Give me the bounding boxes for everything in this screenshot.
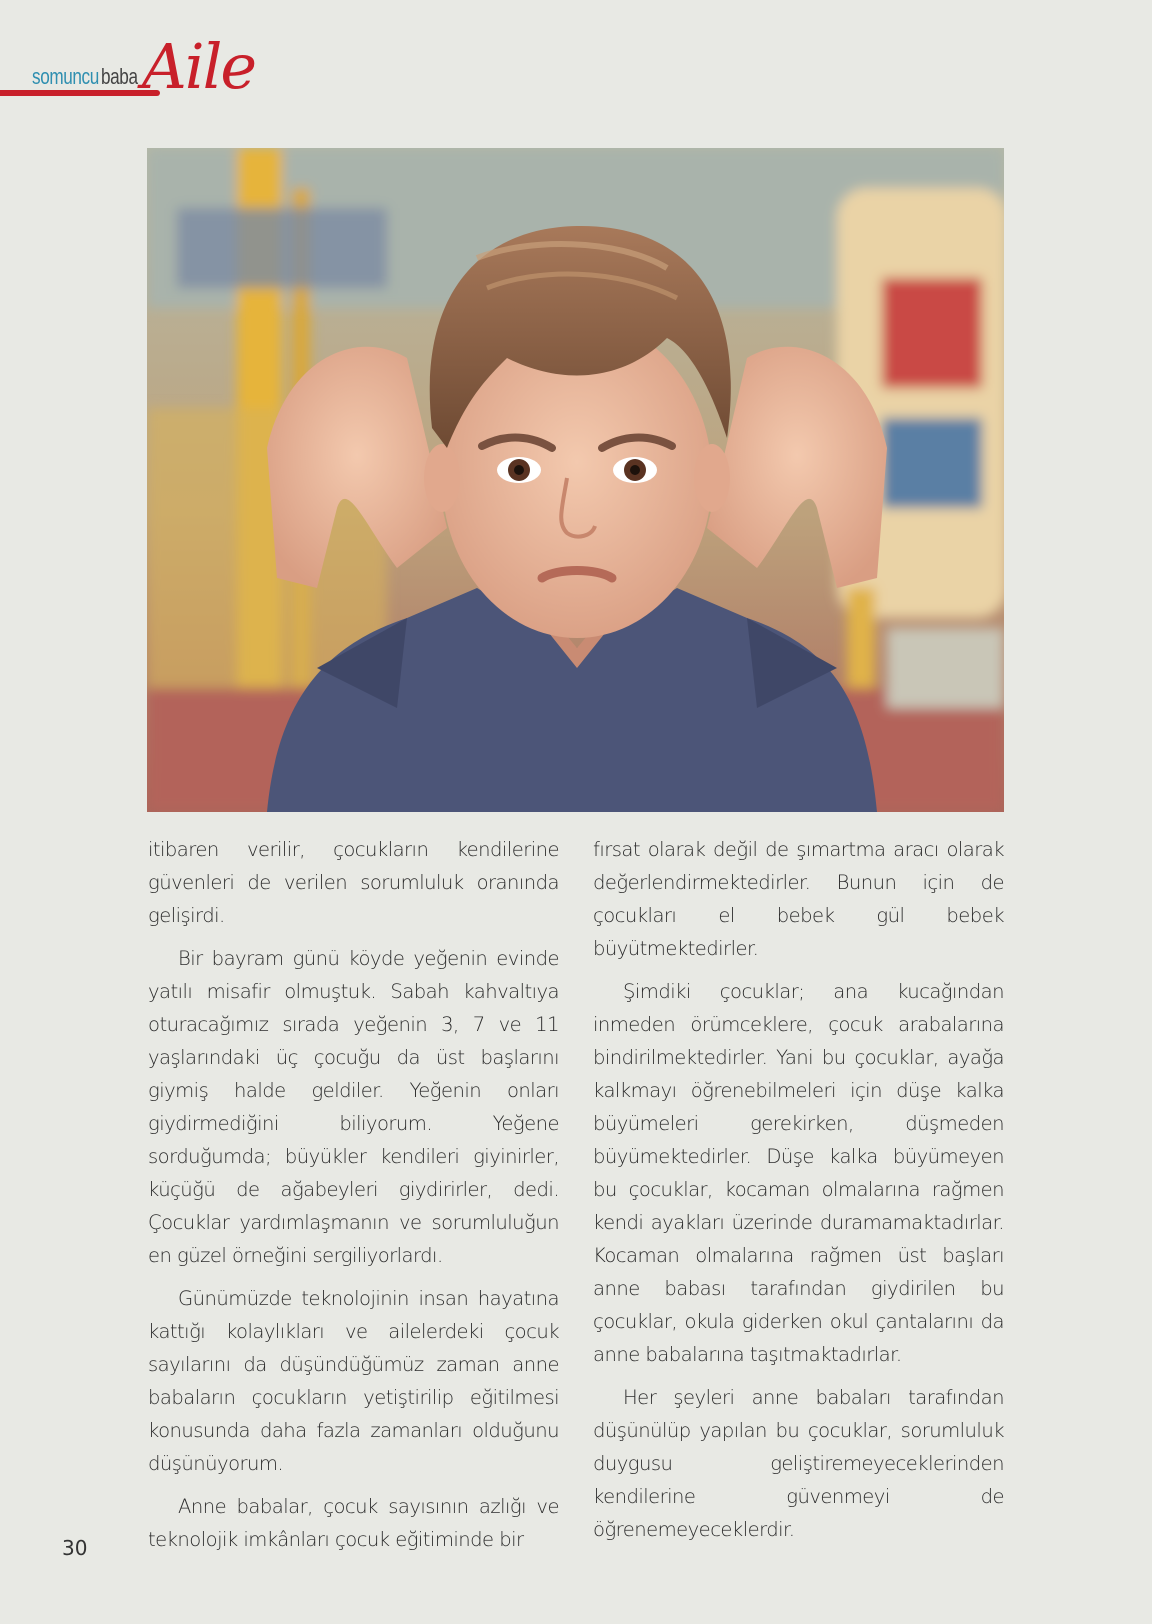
right-paragraph-2: Şimdiki çocuklar; ana kucağından inmeden örümceklere, çocuk arabalarına bindirilmektedirler. Yani bu çocuklar, ayağa kalkmayı öğrenebilmeleri için düşe kalka büyümeleri gerekirken, düşmeden büyümektedirler. Düşe kalka büyümeyen bu çocuklar, kocaman olmalarına rağmen kendi ayakları üzerinde duramamaktadırlar. Kocaman olmalarına rağmen üst başları anne babası tarafından giydirilen bu çocuklar, okula giderken okul çantalarını da anne babalarına taşıtmaktadırlar.	[593, 980, 1004, 1366]
left-text-column	[148, 833, 559, 1566]
left-paragraph-1: itibaren verilir, çocukların kendilerine güvenleri de verilen sorumluluk oranında gelişirdi.	[148, 838, 559, 927]
boy-frowning-icon	[147, 148, 1004, 812]
left-paragraph-3: Günümüzde teknolojinin insan hayatına kattığı kolaylıkları ve ailelerdeki çocuk sayılarını da düşündüğümüz zaman anne babaların çocukların yetiştirilip eğitilmesi konusunda daha fazla zamanları olduğunu düşünüyorum.	[148, 1287, 559, 1475]
right-paragraph-3: Her şeyleri anne babaları tarafından düşünülüp yapılan bu çocuklar, sorumluluk duygusu geliştiremeyeceklerinden kendilerine güvenmeyi de öğrenemeyeceklerdir.	[593, 1386, 1004, 1541]
header-red-rule	[0, 90, 160, 96]
brand-somuncu: somuncu	[32, 64, 99, 89]
right-text-column	[593, 833, 1004, 1556]
right-paragraph-1: fırsat olarak değil de şımartma aracı olarak değerlendirmektedirler. Bunun için de çocukları el bebek gül bebek büyütmektedirler.	[593, 838, 1004, 960]
article-photo	[147, 148, 1004, 812]
page-number: 30	[62, 1536, 88, 1560]
left-paragraph-2: Bir bayram günü köyde yeğenin evinde yatılı misafir olmuştuk. Sabah kahvaltıya oturacağımız sırada yeğenin 3, 7 ve 11 yaşlarındaki üç çocuğu da üst başlarını giymiş halde geldiler. Yeğenin onları giydirmediğini biliyorum. Yeğene sorduğumda; büyükler kendileri giyinirler, küçüğü de ağabeyleri giydirirler, dedi. Çocuklar yardımlaşmanın ve sorumluluğun en güzel örneğini sergiliyorlardı.	[148, 947, 559, 1267]
brand-aile: Aile	[142, 30, 256, 103]
left-paragraph-4: Anne babalar, çocuk sayısının azlığı ve teknolojik imkânları çocuk eğitiminde bir	[148, 1495, 559, 1551]
brand-baba: baba	[101, 64, 138, 89]
magazine-header	[0, 30, 260, 116]
